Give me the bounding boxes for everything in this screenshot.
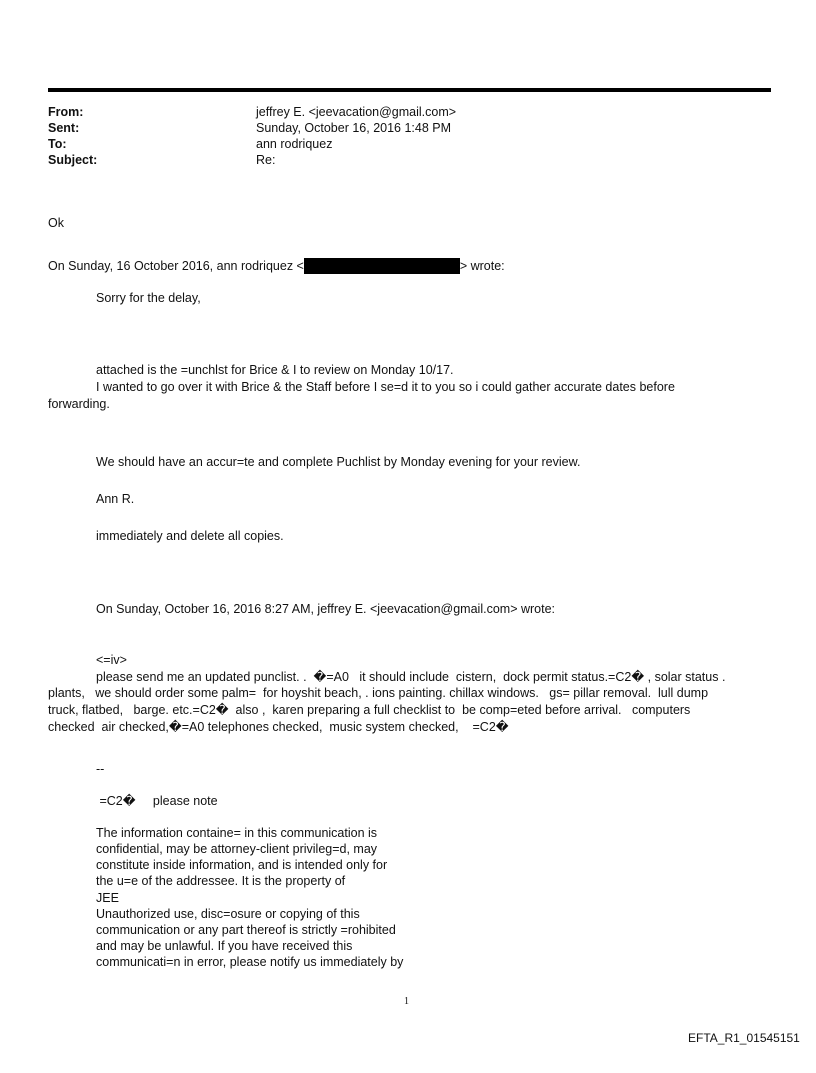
subject-value: Re: bbox=[256, 153, 276, 167]
header-rule bbox=[48, 88, 771, 92]
disclaimer-line: constitute inside information, and is intended only for bbox=[96, 858, 388, 872]
body-line: please send me an updated punclist. . �=A0 it should include cistern, dock permit status.=C2� , solar status . bbox=[96, 670, 726, 684]
to-label: To: bbox=[48, 137, 67, 151]
sent-label: Sent: bbox=[48, 121, 80, 135]
reply-text: Ok bbox=[48, 216, 64, 230]
from-value: jeffrey E. <jeevacation@gmail.com> bbox=[256, 105, 457, 119]
disclaimer-line: The information containe= in this communication is bbox=[96, 826, 378, 840]
body-line: plants, we should order some palm= for hoyshit beach, . ions painting. chillax windows. gs= pillar removal. lull dump bbox=[48, 686, 709, 700]
to-value: ann rodriquez bbox=[256, 137, 333, 151]
disclaimer-line: and may be unlawful. If you have received this bbox=[96, 939, 353, 953]
disclaimer-line: confidential, may be attorney-client privileg=d, may bbox=[96, 842, 378, 856]
page-number: 1 bbox=[404, 996, 409, 1007]
quote-intro-2: On Sunday, October 16, 2016 8:27 AM, jeffrey E. <jeevacation@gmail.com> wrote: bbox=[96, 602, 556, 616]
signature: Ann R. bbox=[96, 492, 135, 506]
quote-intro bbox=[48, 258, 505, 274]
redaction-box bbox=[304, 258, 460, 274]
body-line: attached is the =unchlst for Brice & I to review on Monday 10/17. bbox=[96, 363, 454, 377]
body-line: immediately and delete all copies. bbox=[96, 529, 284, 543]
body-line: We should have an accur=te and complete Puchlist by Monday evening for your review. bbox=[96, 455, 581, 469]
body-line: Sorry for the delay, bbox=[96, 291, 201, 305]
disclaimer-line: Unauthorized use, disc=osure or copying of this bbox=[96, 907, 360, 921]
quote-intro-post: > wrote: bbox=[459, 259, 505, 273]
body-line: forwarding. bbox=[48, 397, 110, 411]
subject-label: Subject: bbox=[48, 153, 98, 167]
body-line: =C2� please note bbox=[96, 794, 218, 808]
from-label: From: bbox=[48, 105, 84, 119]
quote-intro-pre: On Sunday, 16 October 2016, ann rodriquez < bbox=[48, 259, 304, 273]
disclaimer-line: the u=e of the addressee. It is the property of bbox=[96, 874, 346, 888]
body-line: truck, flatbed, barge. etc.=C2� also , karen preparing a full checklist to be comp=eted before arrival. computers bbox=[48, 703, 691, 717]
body-line: I wanted to go over it with Brice & the Staff before I se=d it to you so i could gather accurate dates before bbox=[96, 380, 675, 394]
disclaimer-line: JEE bbox=[96, 891, 119, 905]
body-line: -- bbox=[96, 762, 105, 776]
body-line: checked air checked,�=A0 telephones checked, music system checked, =C2� bbox=[48, 720, 509, 734]
disclaimer-line: communicati=n in error, please notify us immediately by bbox=[96, 955, 404, 969]
disclaimer-line: communication or any part thereof is strictly =rohibited bbox=[96, 923, 396, 937]
document-id: EFTA_R1_01545151 bbox=[688, 1031, 800, 1045]
body-line: <=iv> bbox=[96, 653, 127, 667]
sent-value: Sunday, October 16, 2016 1:48 PM bbox=[256, 121, 452, 135]
